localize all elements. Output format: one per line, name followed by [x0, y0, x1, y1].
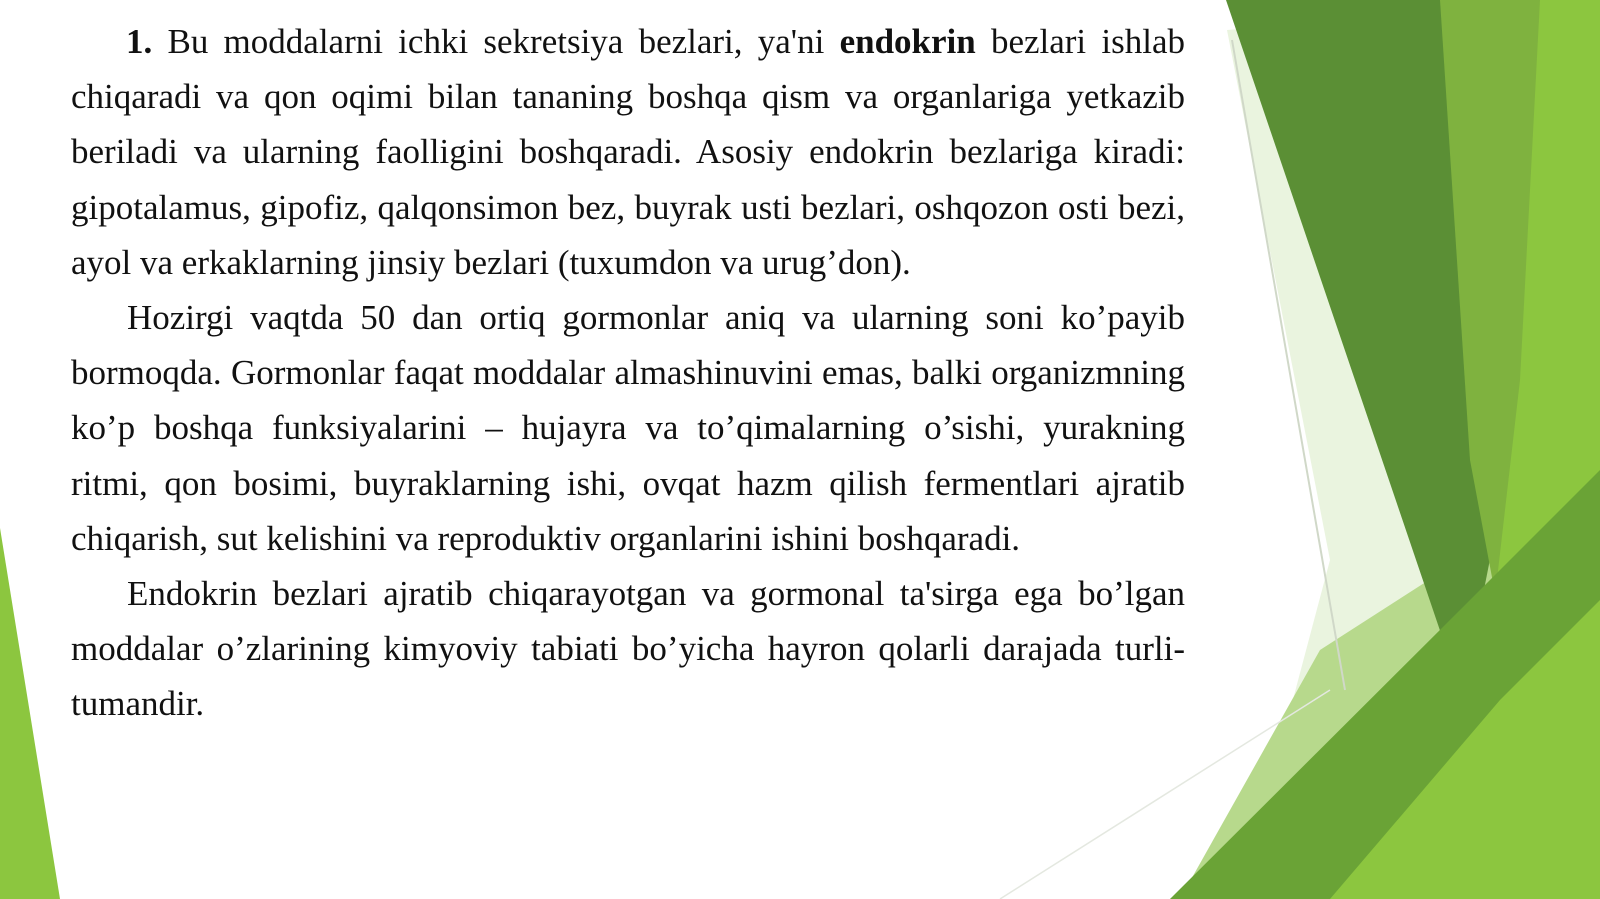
paragraph-1-intro: Bu moddalarni ichki sekretsiya bezlari, ya'ni — [152, 22, 840, 61]
body-text — [71, 14, 1185, 732]
paragraph-1 — [71, 14, 1185, 290]
paragraph-1-rest: bezlari ishlab chiqaradi va qon oqimi bilan tananing boshqa qism va organlariga yetkazib beriladi va ularning faolligini boshqaradi. Asosiy endokrin bezlariga kiradi: gipotalamus, gipofiz, qalqonsimon bez, buyrak usti bezlari, oshqozon osti bezi, ayol va erkaklarning jinsiy bezlari (tuxumdon va urug’don). — [71, 22, 1185, 282]
paragraph-3: Endokrin bezlari ajratib chiqarayotgan va gormonal ta'sirga ega bo’lgan moddalar o’zlarining kimyoviy tabiati bo’yicha hayron qolarli darajada turli-tumandir. — [71, 574, 1185, 724]
paragraph-2: Hozirgi vaqtda 50 dan ortiq gormonlar aniq va ularning soni ko’payib bormoqda. Gormonlar faqat moddalar almashinuvini emas, balki organizmning ko’p boshqa funksiyalarini – hujayra va to’qimalarning o’sishi, yurakning ritmi, qon bosimi, buyraklarning ishi, ovqat hazm qilish fermentlari ajratib chiqarish, sut kelishini va reproduktiv organlarini ishini boshqaradi. — [71, 298, 1185, 558]
paragraph-number: 1. — [126, 22, 153, 61]
emphasis-term: endokrin — [839, 22, 976, 61]
left-green-sliver — [0, 528, 60, 899]
